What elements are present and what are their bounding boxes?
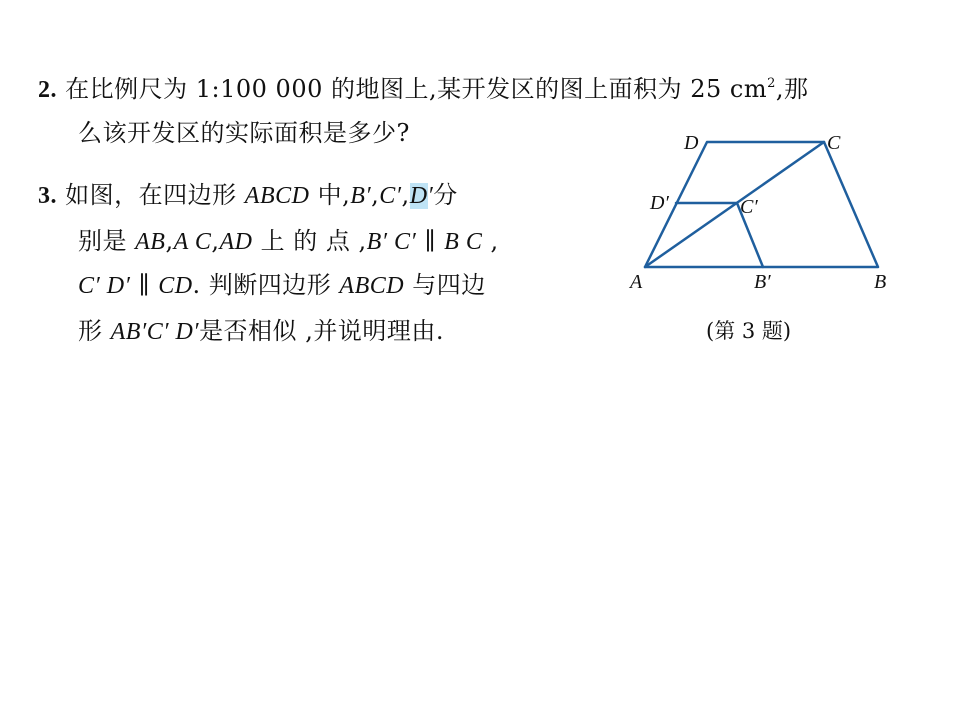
p3-l2-k: , — [482, 227, 499, 255]
p3-l2-i: ∥ — [416, 227, 445, 255]
label-c: C — [827, 132, 841, 154]
p3-l4-a: 形 — [78, 317, 111, 345]
p3-l1-c: 中, — [309, 181, 351, 209]
problem-2-text: 在比例尺为 1:100 000 的地图上,某开发区的图上面积为 25 cm — [65, 75, 768, 103]
p3-l1-j: 分 — [433, 181, 458, 209]
p3-l2-d: A C — [173, 229, 212, 255]
p3-l4-c: 是否相似 ,并说明理由. — [199, 317, 444, 345]
problem-2-line-2: 么该开发区的实际面积是多少? — [78, 119, 410, 147]
label-b-prime: B′ — [754, 271, 771, 293]
p3-l1-e: , — [371, 181, 380, 209]
problem-3-line-4 — [78, 316, 444, 347]
p3-l2-f: AD — [219, 229, 253, 255]
problem-3-line-1 — [38, 180, 458, 211]
label-a: A — [630, 271, 643, 293]
p3-l2-c: , — [165, 227, 174, 255]
problem-2-line-1 — [38, 74, 809, 105]
p3-l2-h: B′ C′ — [366, 229, 417, 255]
label-d-prime: D′ — [650, 192, 669, 214]
p3-l2-a: 别是 — [78, 227, 136, 255]
p3-l3-e: ABCD — [339, 273, 405, 299]
problem-2-tail: ,那 — [775, 75, 809, 103]
p3-l3-c: CD — [158, 273, 193, 299]
problem-3-line-3 — [78, 270, 486, 301]
p3-l1-g: , — [401, 181, 410, 209]
p3-l2-b: AB — [135, 229, 166, 255]
p3-l4-b: AB′C′ D′ — [110, 319, 200, 345]
p3-l3-d: . 判断四边形 — [192, 271, 340, 299]
label-d: D — [684, 132, 699, 154]
p3-l1-d: B′ — [350, 183, 372, 209]
label-b: B — [874, 271, 887, 293]
p3-l2-e: , — [211, 227, 220, 255]
problem-3-line-2 — [78, 226, 499, 257]
p3-l1-a: 如图，在四边形 — [65, 181, 245, 209]
problem-3-number: 3. — [38, 183, 57, 209]
diagonal-ac — [645, 142, 824, 267]
quadrilateral-abcd — [645, 142, 878, 267]
p3-l2-j: B C — [444, 229, 483, 255]
p3-l1-f: C′ — [379, 183, 402, 209]
p3-l1-h-highlighted: D — [409, 183, 428, 209]
figure-caption: (第 3 题) — [706, 319, 792, 343]
p3-l3-a: C′ D′ — [78, 273, 131, 299]
problem-2-number: 2. — [38, 77, 57, 103]
quadrilateral-figure — [620, 125, 900, 295]
p3-l3-f: 与四边 — [404, 271, 486, 299]
problem-2-superscript: 2 — [767, 76, 776, 91]
p3-l2-g: 上 的 点 , — [252, 227, 367, 255]
p3-l3-b: ∥ — [130, 271, 159, 299]
p3-l1-i: ′ — [427, 183, 434, 209]
label-c-prime: C′ — [740, 196, 758, 218]
p3-l1-b: ABCD — [244, 183, 310, 209]
